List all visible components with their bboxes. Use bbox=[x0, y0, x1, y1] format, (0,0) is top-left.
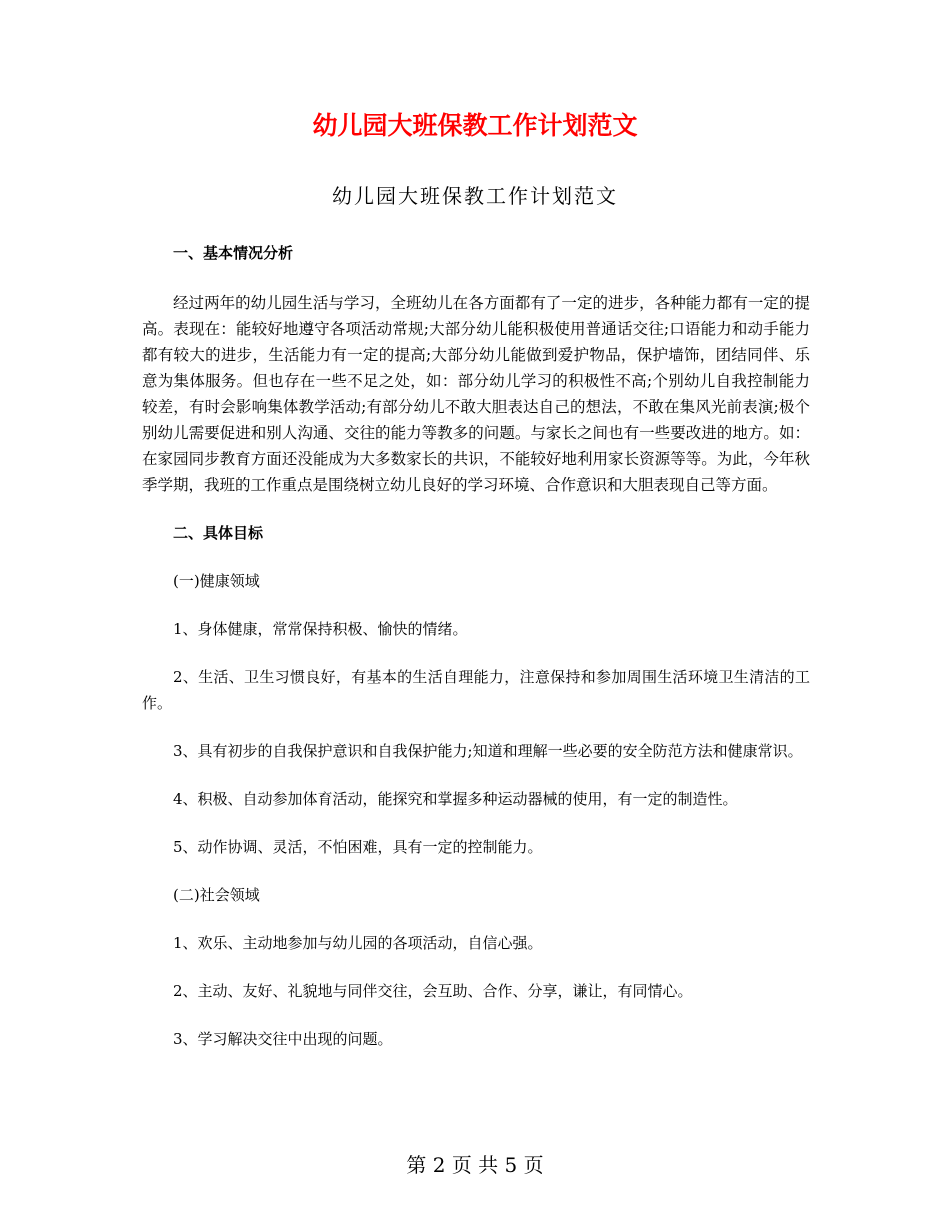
subsection-heading-social: (二)社会领域 bbox=[173, 886, 260, 904]
list-item: 1、身体健康，常常保持积极、愉快的情绪。 bbox=[173, 620, 468, 638]
list-item: 5、动作协调、灵活，不怕困难，具有一定的控制能力。 bbox=[173, 838, 543, 856]
subsection-heading-health: (一)健康领域 bbox=[173, 572, 260, 590]
document-subtitle: 幼儿园大班保教工作计划范文 bbox=[332, 184, 618, 208]
document-title: 幼儿园大班保教工作计划范文 bbox=[312, 111, 638, 140]
section-heading-basic-analysis: 一、基本情况分析 bbox=[173, 244, 294, 262]
list-item: 4、积极、自动参加体育活动，能探究和掌握多种运动器械的使用，有一定的制造性。 bbox=[173, 790, 738, 808]
document-body bbox=[142, 240, 810, 1052]
list-item: 3、具有初步的自我保护意识和自我保护能力;知道和理解一些必要的安全防范方法和健康常识。 bbox=[173, 742, 803, 760]
section-paragraph-basic-analysis: 经过两年的幼儿园生活与学习，全班幼儿在各方面都有了一定的进步，各种能力都有一定的提高。表现在：能较好地遵守各项活动常规;大部分幼儿能积极使用普通话交往;口语能力和动手能力都有较大的进步，生活能力有一定的提高;大部分幼儿能做到爱护物品，保护墙饰，团结同伴、乐意为集体服务。但也存在一些不足之处，如：部分幼儿学习的积极性不高;个别幼儿自我控制能力较差，有时会影响集体教学活动;有部分幼儿不敢大胆表达自己的想法，不敢在集风光前表演;极个别幼儿需要促进和别人沟通、交往的能力等教多的问题。与家长之间也有一些要改进的地方。如：在家园同步教育方面还没能成为大多数家长的共识，不能较好地利用家长资源等等。为此，今年秋季学期，我班的工作重点是围绕树立幼儿良好的学习环境、合作意识和大胆表现自己等方面。 bbox=[142, 294, 810, 494]
list-item: 3、学习解决交往中出现的问题。 bbox=[173, 1030, 393, 1048]
list-item: 2、生活、卫生习惯良好，有基本的生活自理能力，注意保持和参加周围生活环境卫生清洁的工作。 bbox=[142, 668, 810, 712]
section-heading-specific-goals: 二、具体目标 bbox=[173, 524, 264, 542]
page-number: 第 2 页 共 5 页 bbox=[406, 1153, 544, 1177]
list-item: 1、欢乐、主动地参加与幼儿园的各项活动，自信心强。 bbox=[173, 934, 543, 952]
list-item: 2、主动、友好、礼貌地与同伴交往，会互助、合作、分享，谦让，有同情心。 bbox=[173, 982, 693, 1000]
